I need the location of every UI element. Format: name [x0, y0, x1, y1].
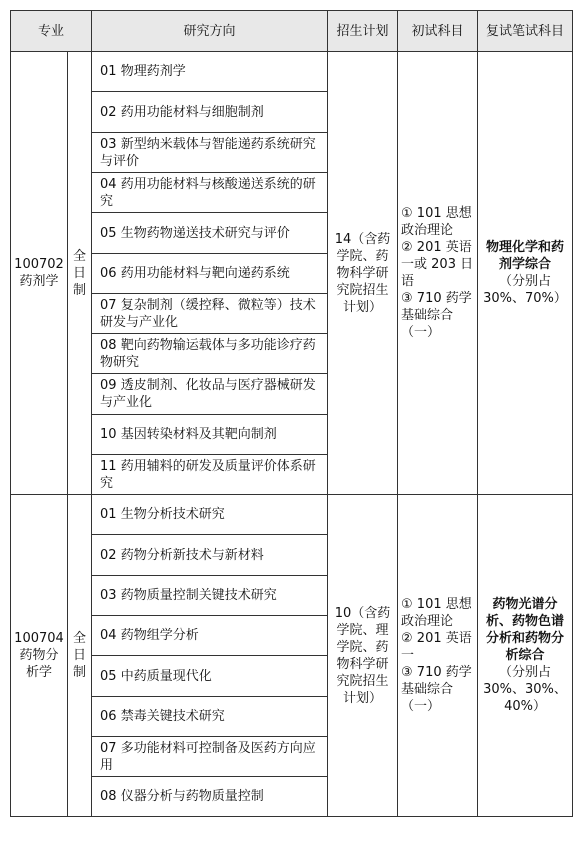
research-direction: 06 禁毒关键技术研究 [92, 697, 328, 737]
retest-subjects [478, 52, 573, 495]
research-direction: 04 药用功能材料与核酸递送系统的研究 [92, 173, 328, 213]
research-direction: 09 透皮制剂、化妆品与医疗器械研发与产业化 [92, 374, 328, 415]
research-direction: 08 仪器分析与药物质量控制 [92, 777, 328, 817]
table-row [11, 495, 573, 535]
exam-item: ② 201 英语一或 203 日语 [401, 240, 474, 289]
research-direction: 03 药物质量控制关键技术研究 [92, 576, 328, 616]
retest-title: 药物光谱分析、药物色谱分析和药物分析综合 [486, 597, 565, 663]
major-code: 100704 [14, 631, 64, 646]
exam-item: ③ 710 药学基础综合（一） [401, 291, 472, 340]
research-direction: 11 药用辅料的研发及质量评价体系研究 [92, 455, 328, 495]
major-name: 药剂学 [19, 274, 59, 289]
research-direction: 05 中药质量现代化 [92, 656, 328, 697]
header-plan: 招生计划 [328, 11, 398, 52]
research-direction: 01 生物分析技术研究 [92, 495, 328, 535]
major-cell [11, 495, 68, 817]
exam-item: ③ 710 药学基础综合（一） [401, 665, 472, 714]
enrollment-plan: 10（含药学院、理学院、药物科学研究院招生计划） [328, 495, 398, 817]
research-direction: 06 药用功能材料与靶向递药系统 [92, 254, 328, 294]
research-direction: 03 新型纳米载体与智能递药系统研究与评价 [92, 133, 328, 173]
first-exam-subjects [398, 52, 478, 495]
major-code: 100702 [14, 257, 64, 272]
enrollment-plan: 14（含药学院、药物科学研究院招生计划） [328, 52, 398, 495]
research-direction: 04 药物组学分析 [92, 616, 328, 656]
study-mode: 全日制 [68, 495, 92, 817]
header-direction: 研究方向 [92, 11, 328, 52]
retest-ratio: （分别占 30%、70%） [483, 274, 567, 306]
header-retest: 复试笔试科目 [478, 11, 573, 52]
header-first-exam: 初试科目 [398, 11, 478, 52]
research-direction: 05 生物药物递送技术研究与评价 [92, 213, 328, 254]
research-direction: 01 物理药剂学 [92, 52, 328, 92]
research-direction: 02 药物分析新技术与新材料 [92, 535, 328, 576]
research-direction: 08 靶向药物输运载体与多功能诊疗药物研究 [92, 334, 328, 374]
study-mode: 全日制 [68, 52, 92, 495]
research-direction: 07 多功能材料可控制备及医药方向应用 [92, 737, 328, 777]
retest-title: 物理化学和药剂学综合 [486, 240, 565, 272]
research-direction: 07 复杂制剂（缓控释、微粒等）技术研发与产业化 [92, 294, 328, 334]
major-name: 药物分析学 [19, 648, 59, 680]
header-major: 专业 [11, 11, 92, 52]
exam-item: ① 101 思想政治理论 [401, 597, 472, 629]
major-cell [11, 52, 68, 495]
research-direction: 02 药用功能材料与细胞制剂 [92, 92, 328, 133]
research-direction: 10 基因转染材料及其靶向制剂 [92, 415, 328, 455]
first-exam-subjects [398, 495, 478, 817]
table-row [11, 52, 573, 92]
exam-item: ① 101 思想政治理论 [401, 206, 472, 238]
retest-subjects [478, 495, 573, 817]
admission-table [10, 10, 573, 817]
exam-item: ② 201 英语一 [401, 631, 472, 663]
retest-ratio: （分别占 30%、30%、40%） [483, 665, 567, 714]
header-row [11, 11, 573, 52]
